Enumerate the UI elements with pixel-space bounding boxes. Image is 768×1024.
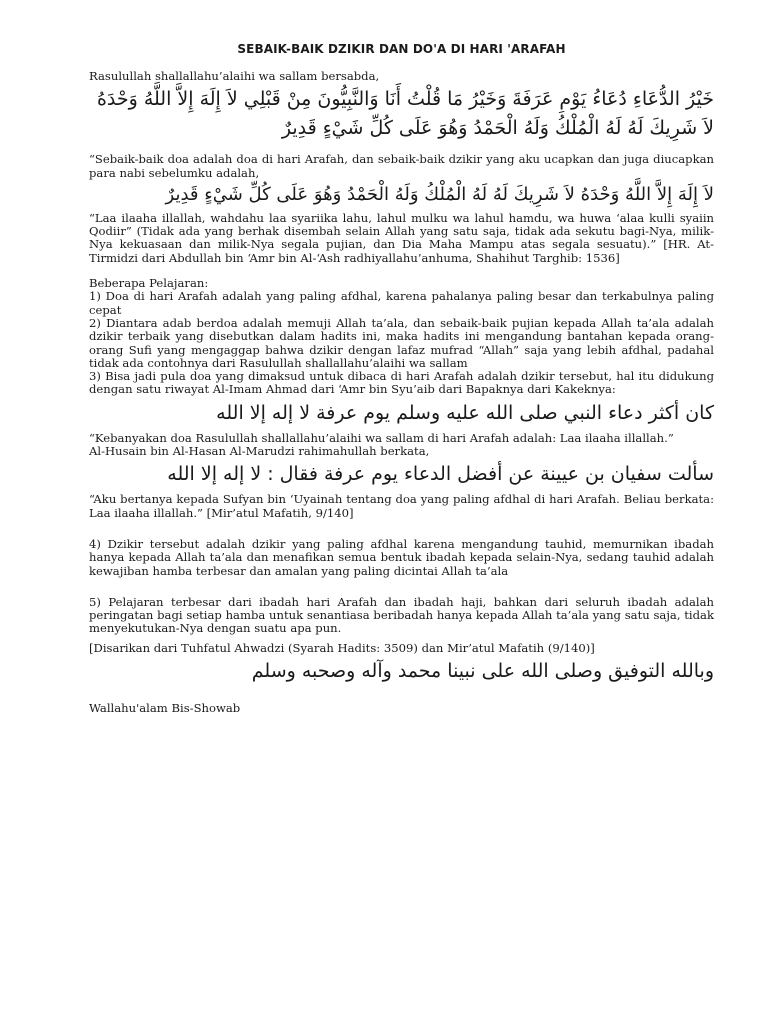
lesson-3: 3) Bisa jadi pula doa yang dimaksud untuk dibaca di hari Arafah adalah dzikir tersebut, hal itu didukung dengan satu riwayat Al-Imam Ahmad dari ‘Amr bin Syu’aib dari Bapaknya dari Kakeknya:: [89, 369, 714, 397]
arabic-sufyan: سألت سفيان بن عيينة عن أفضل الدعاء يوم عرفة فقال : لا إله إلا الله: [167, 463, 714, 486]
translation-sufyan: “Aku bertanya kepada Sufyan bin ‘Uyainah tentang doa yang paling afdhal di hari Arafah. Beliau berkata: Laa ilaaha illallah.” [Mir’atul Mafatih, 9/140]: [89, 492, 714, 520]
lesson-1: 1) Doa di hari Arafah adalah yang paling afdhal, karena pahalanya paling besar dan terkabulnya paling cepat: [89, 289, 714, 317]
translation-1: “Sebaik-baik doa adalah doa di hari Arafah, dan sebaik-baik dzikir yang aku ucapkan dan juga diucapkan para nabi sebelumku adalah,: [89, 152, 714, 180]
arabic-ahmad: كان أكثر دعاء النبي صلى الله عليه وسلم يوم عرفة لا إله إلا الله: [216, 401, 714, 424]
lesson-5: 5) Pelajaran terbesar dari ibadah hari Arafah dan ibadah haji, bahkan dari seluruh ibadah adalah peringatan bagi setiap hamba untuk senantiasa beribadah hanya kepada Allah ta’ala yang satu saja, tidak menyekutukan-Nya dengan suatu apa pun.: [89, 594, 714, 636]
arabic-hadith: خَيْرُ الدُّعَاءِ دُعَاءُ يَوْمِ عَرَفَةَ وَخَيْرُ مَا قُلْتُ أَنَا وَالنَّبِيُّونَ مِنْ قَبْلِي لاَ إِلَهَ إِلاَّ اللَّهُ وَحْدَهُ لاَ شَرِيكَ لَهُ لَهُ الْمُلْكُ وَلَهُ الْحَمْدُ وَهُوَ عَلَى كُلِّ شَيْءٍ قَدِيرٌ: [96, 88, 714, 140]
arabic-closing: وبالله التوفيق وصلى الله على نبينا محمد وآله وصحبه وسلم: [251, 660, 714, 683]
closing-text: Wallahu'alam Bis-Showab: [89, 701, 241, 716]
document-title: SEBAIK-BAIK DZIKIR DAN DO'A DI HARI 'ARAFAH: [237, 42, 566, 56]
lessons-heading: Beberapa Pelajaran:: [89, 276, 209, 291]
marudzi-intro: Al-Husain bin Al-Hasan Al-Marudzi rahimahullah berkata,: [89, 444, 430, 459]
lesson-4: 4) Dzikir tersebut adalah dzikir yang paling afdhal karena mengandung tauhid, memurnikan ibadah hanya kepada Allah ta’ala dan menafikan semua bentuk ibadah kepada selain-Nya, sedang tauhid adalah kewajiban hamba terbesar dan amalan yang paling dicintai Allah ta’ala: [89, 536, 714, 578]
lesson-2: 2) Diantara adab berdoa adalah memuji Allah ta’ala, dan sebaik-baik pujian kepada Allah ta’ala adalah dzikir terbaik yang disebutkan dalam hadits ini, maka hadits ini mengandung bantahan kepada orang-orang Sufi yang mengaggap bahwa dzikir dengan lafaz mufrad “Allah” saja yang lebih afdhal, padahal tidak ada contohnya dari Rasulullah shallallahu’alaihi wa sallam: [89, 315, 714, 370]
intro-text: Rasulullah shallallahu’alaihi wa sallam bersabda,: [89, 69, 380, 83]
translation-ahmad: “Kebanyakan doa Rasulullah shallallahu’alaihi wa sallam di hari Arafah adalah: Laa ilaaha illallah.”: [89, 430, 674, 445]
source-citation: [Disarikan dari Tuhfatul Ahwadzi (Syarah Hadits: 3509) dan Mir’atul Mafatih (9/140)]: [89, 640, 595, 655]
document-content: [89, 42, 714, 715]
transliteration: “Laa ilaaha illallah, wahdahu laa syariika lahu, lahul mulku wa lahul hamdu, wa huwa ‘alaa kulli syaiin Qodiir” (Tidak ada yang berhak disembah selain Allah yang satu saja, tidak ada sekutu bagi-Nya, milik-Nya kekuasaan dan milik-Nya segala pujian, dan Dia Maha Mampu atas segala sesuatu).” [HR. At-Tirmidzi dari Abdullah bin ‘Amr bin Al-‘Ash radhiyallahu’anhuma, Shahihut Targhib: 1536]: [89, 210, 714, 265]
arabic-dzikir: لاَ إِلَهَ إِلاَّ اللَّهُ وَحْدَهُ لاَ شَرِيكَ لَهُ لَهُ الْمُلْكُ وَلَهُ الْحَمْدُ وَهُوَ عَلَى كُلِّ شَيْءٍ قَدِيرٌ: [165, 183, 714, 205]
